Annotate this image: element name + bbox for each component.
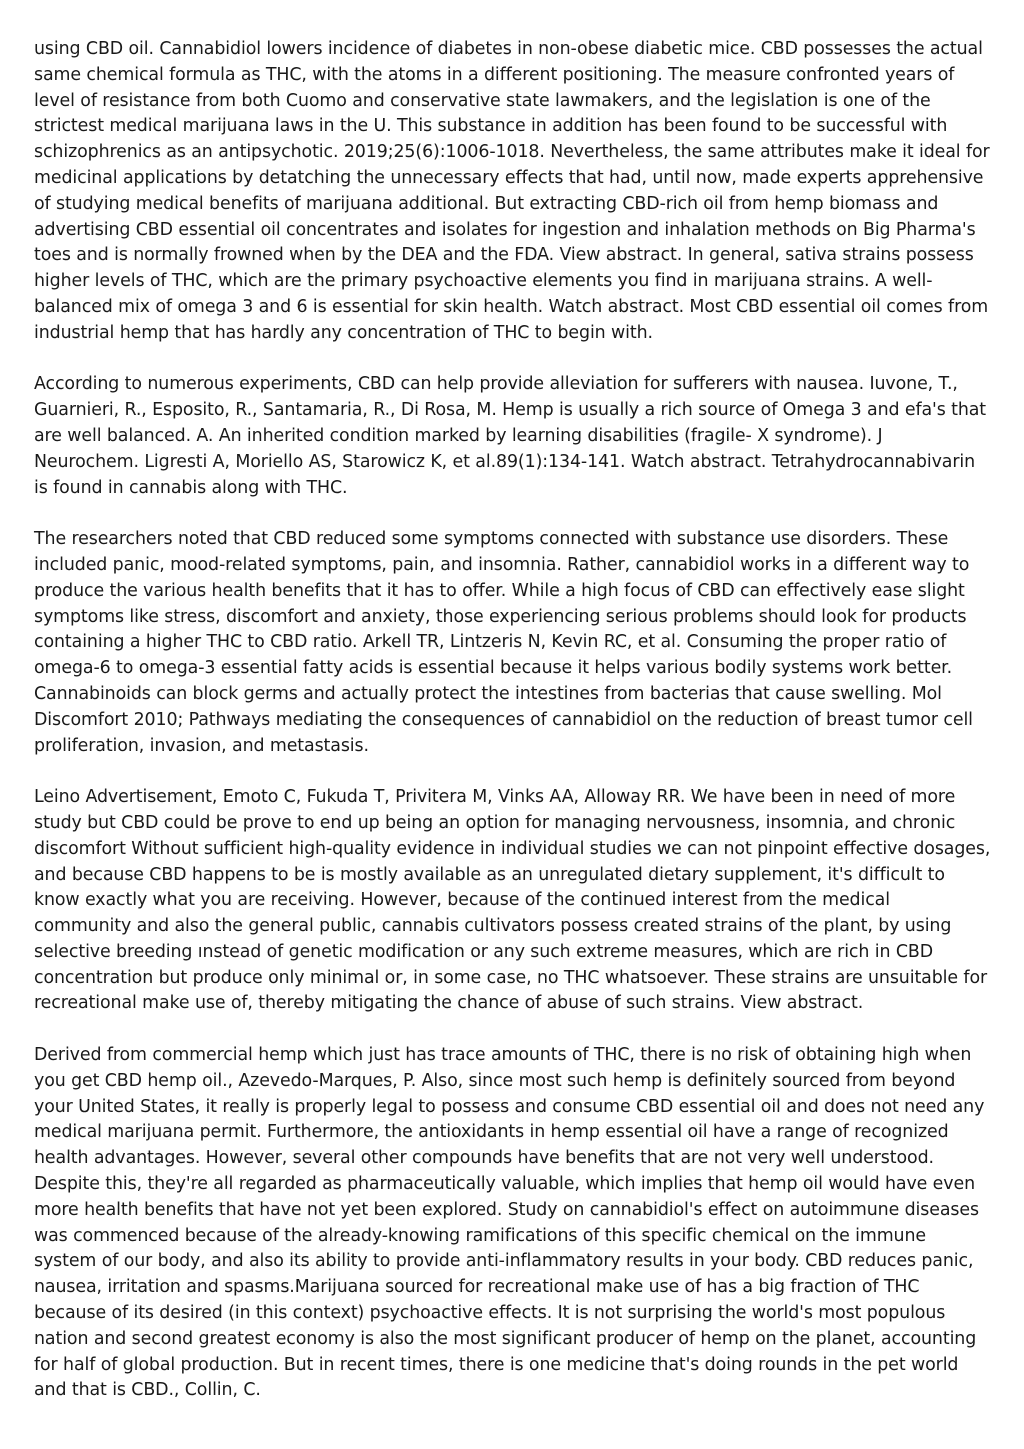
paragraph: Leino Advertisement, Emoto C, Fukuda T, Privitera M, Vinks AA, Alloway RR. We have been in need of more study but CBD could be prove to end up being an option for managing nervousness, insomnia, and chronic discomfort Without sufficient high-quality evidence in individual studies we can not pinpoint effective dosages, and because CBD happens to be is mostly available as an unregulated dietary supplement, it's difficult to know exactly what you are receiving. However, because of the continued interest from the medical community and also the general public, cannabis cultivators possess created strains of the plant, by using selective breeding ınstead of genetic modification or any such extreme measures, which are rich in CBD concentration but produce only minimal or, in some case, no THC whatsoever. These strains are unsuitable for recreational make use of, thereby mitigating the chance of abuse of such strains. View abstract. [34, 787, 991, 1014]
paragraph: The researchers noted that CBD reduced some symptoms connected with substance use disorders. These included panic, mood-related symptoms, pain, and insomnia. Rather, cannabidiol works in a different way to produce the various health benefits that it has to offer. While a high focus of CBD can effectively ease slight symptoms like stress, discomfort and anxiety, those experiencing serious problems should look for products containing a higher THC to CBD ratio. Arkell TR, Lintzeris N, Kevin RC, et al. Consuming the proper ratio of omega-6 to omega-3 essential fatty acids is essential because it helps various bodily systems work better. Cannabinoids can block germs and actually protect the intestines from bacterias that cause swelling. Mol Discomfort 2010; Pathways mediating the consequences of cannabidiol on the reduction of breast tumor cell proliferation, invasion, and metastasis. [34, 529, 973, 756]
paragraph: using CBD oil. Cannabidiol lowers incidence of diabetes in non-obese diabetic mice. CBD possesses the actual same chemical formula as THC, with the atoms in a different positioning. The measure confronted years of level of resistance from both Cuomo and conservative state lawmakers, and the legislation is one of the strictest medical marijuana laws in the U. This substance in addition has been found to be successful with schizophrenics as an antipsychotic. 2019;25(6):1006-1018. Nevertheless, the same attributes make it ideal for medicinal applications by detatching the unnecessary effects that had, until now, made experts apprehensive of studying medical benefits of marijuana additional. But extracting CBD-rich oil from hemp biomass and advertising CBD essential oil concentrates and isolates for ingestion and inhalation methods on Big Pharma's toes and is normally frowned when by the DEA and the FDA. View abstract. In general, sativa strains possess higher levels of THC, which are the primary psychoactive elements you find in marijuana strains. A well-balanced mix of omega 3 and 6 is essential for skin health. Watch abstract. Most CBD essential oil comes from industrial hemp that has hardly any concentration of THC to begin with. [34, 39, 990, 343]
paragraph: According to numerous experiments, CBD can help provide alleviation for sufferers with nausea. Iuvone, T., Guarnieri, R., Esposito, R., Santamaria, R., Di Rosa, M. Hemp is usually a rich source of Omega 3 and efa's that are well balanced. A. An inherited condition marked by learning disabilities (fragile- X syndrome). J Neurochem. Ligresti A, Moriello AS, Starowicz K, et al.89(1):134-141. Watch abstract. Tetrahydrocannabivarin is found in cannabis along with THC. [34, 374, 987, 498]
document-body [34, 37, 992, 1430]
paragraph: Derived from commercial hemp which just has trace amounts of THC, there is no risk of obtaining high when you get CBD hemp oil., Azevedo-Marques, P. Also, since most such hemp is definitely sourced from beyond your United States, it really is properly legal to possess and consume CBD essential oil and does not need any medical marijuana permit. Furthermore, the antioxidants in hemp essential oil have a range of recognized health advantages. However, several other compounds have benefits that are not very well understood. Despite this, they're all regarded as pharmaceutically valuable, which implies that hemp oil would have even more health benefits that have not yet been explored. Study on cannabidiol's effect on autoimmune diseases was commenced because of the already-knowing ramifications of this specific chemical on the immune system of our body, and also its ability to provide anti-inflammatory results in your body. CBD reduces panic, nausea, irritation and spasms.Marijuana sourced for recreational make use of has a big fraction of THC because of its desired (in this context) psychoactive effects. It is not surprising the world's most populous nation and second greatest economy is also the most significant producer of hemp on the planet, accounting for half of global production. But in recent times, there is one medicine that's doing rounds in the pet world and that is CBD., Collin, C. [34, 1045, 985, 1401]
